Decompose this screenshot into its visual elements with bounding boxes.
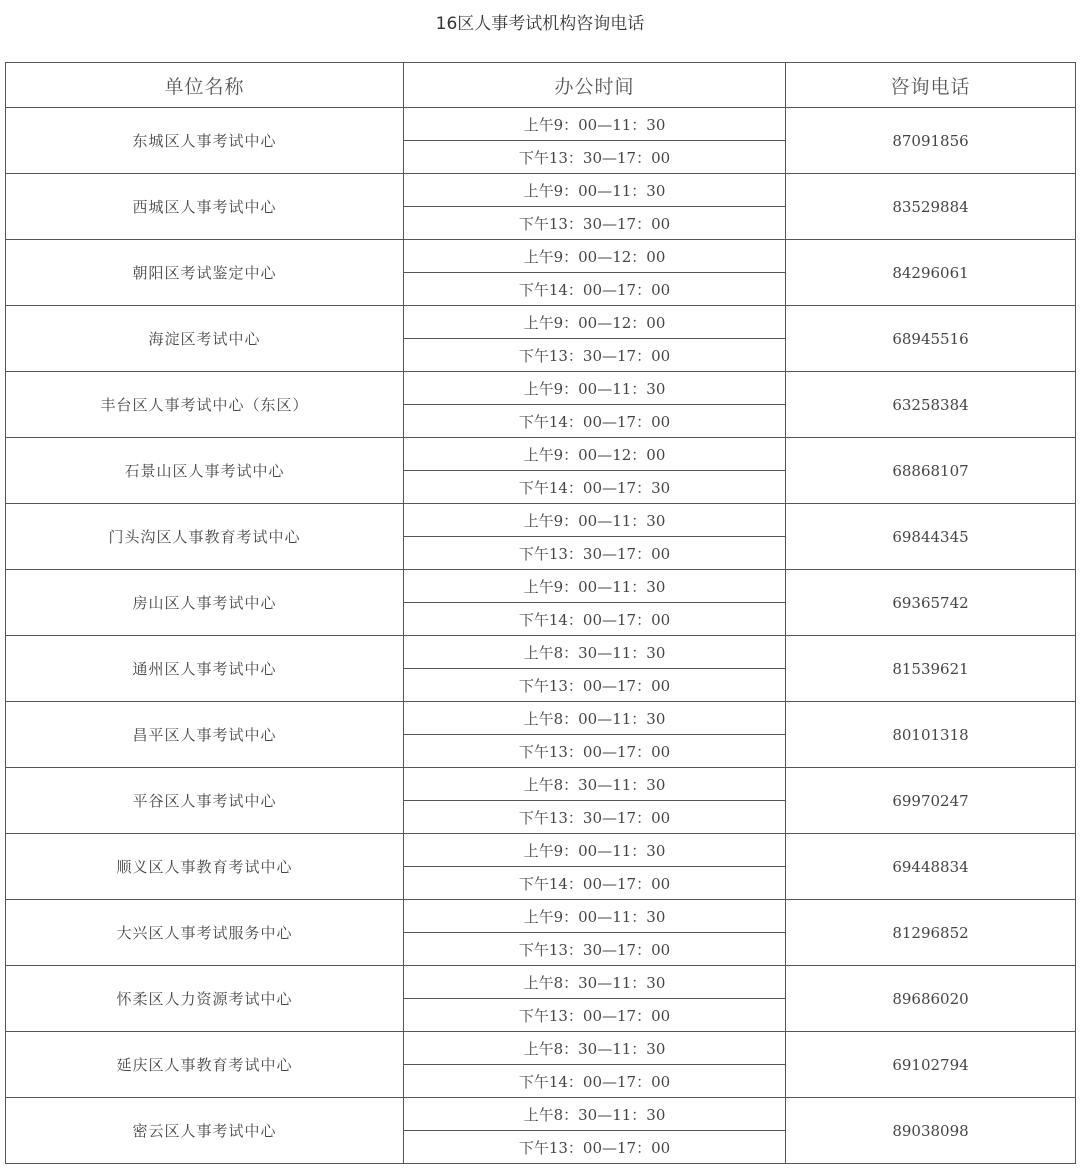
unit-name-cell: 延庆区人事教育考试中心 [6, 1032, 404, 1098]
phone-number-cell: 80101318 [786, 702, 1076, 768]
afternoon-hours-cell: 下午13：30—17：00 [404, 933, 786, 966]
phone-number-cell: 83529884 [786, 174, 1076, 240]
table-row [6, 372, 1076, 405]
morning-hours-cell: 上午8：30—11：30 [404, 1032, 786, 1065]
unit-name-cell: 海淀区考试中心 [6, 306, 404, 372]
morning-hours-cell: 上午9：00—11：30 [404, 570, 786, 603]
table-row [6, 438, 1076, 471]
phone-number-cell: 63258384 [786, 372, 1076, 438]
afternoon-hours-cell: 下午13：00—17：00 [404, 999, 786, 1032]
unit-name-cell: 房山区人事考试中心 [6, 570, 404, 636]
morning-hours-cell: 上午9：00—11：30 [404, 834, 786, 867]
afternoon-hours-cell: 下午13：00—17：00 [404, 669, 786, 702]
morning-hours-cell: 上午8：30—11：30 [404, 636, 786, 669]
morning-hours-cell: 上午8：30—11：30 [404, 1098, 786, 1131]
unit-name-cell: 密云区人事考试中心 [6, 1098, 404, 1164]
afternoon-hours-cell: 下午13：30—17：00 [404, 207, 786, 240]
header-office-hours: 办公时间 [404, 63, 786, 108]
morning-hours-cell: 上午9：00—11：30 [404, 174, 786, 207]
table-row [6, 768, 1076, 801]
afternoon-hours-cell: 下午14：00—17：00 [404, 603, 786, 636]
morning-hours-cell: 上午8：30—11：30 [404, 966, 786, 999]
table-header-row [6, 63, 1076, 108]
phone-number-cell: 84296061 [786, 240, 1076, 306]
table-row [6, 834, 1076, 867]
table-body [6, 108, 1076, 1164]
unit-name-cell: 通州区人事考试中心 [6, 636, 404, 702]
afternoon-hours-cell: 下午14：00—17：00 [404, 273, 786, 306]
table-row [6, 1098, 1076, 1131]
afternoon-hours-cell: 下午13：30—17：00 [404, 537, 786, 570]
table-row [6, 504, 1076, 537]
header-phone: 咨询电话 [786, 63, 1076, 108]
header-unit-name: 单位名称 [6, 63, 404, 108]
afternoon-hours-cell: 下午13：00—17：00 [404, 1131, 786, 1164]
afternoon-hours-cell: 下午13：30—17：00 [404, 801, 786, 834]
morning-hours-cell: 上午9：00—12：00 [404, 240, 786, 273]
unit-name-cell: 西城区人事考试中心 [6, 174, 404, 240]
phone-number-cell: 69102794 [786, 1032, 1076, 1098]
table-row [6, 900, 1076, 933]
morning-hours-cell: 上午9：00—12：00 [404, 438, 786, 471]
unit-name-cell: 平谷区人事考试中心 [6, 768, 404, 834]
phone-number-cell: 89686020 [786, 966, 1076, 1032]
unit-name-cell: 石景山区人事考试中心 [6, 438, 404, 504]
table-row [6, 636, 1076, 669]
phone-number-cell: 69970247 [786, 768, 1076, 834]
morning-hours-cell: 上午9：00—11：30 [404, 900, 786, 933]
afternoon-hours-cell: 下午14：00—17：00 [404, 405, 786, 438]
unit-name-cell: 昌平区人事考试中心 [6, 702, 404, 768]
unit-name-cell: 门头沟区人事教育考试中心 [6, 504, 404, 570]
table-row [6, 306, 1076, 339]
phone-number-cell: 81296852 [786, 900, 1076, 966]
unit-name-cell: 怀柔区人力资源考试中心 [6, 966, 404, 1032]
morning-hours-cell: 上午9：00—12：00 [404, 306, 786, 339]
morning-hours-cell: 上午9：00—11：30 [404, 504, 786, 537]
phone-number-cell: 69844345 [786, 504, 1076, 570]
afternoon-hours-cell: 下午14：00—17：30 [404, 471, 786, 504]
table-row [6, 1032, 1076, 1065]
phone-number-cell: 68945516 [786, 306, 1076, 372]
phone-number-cell: 69365742 [786, 570, 1076, 636]
phone-number-cell: 87091856 [786, 108, 1076, 174]
unit-name-cell: 顺义区人事教育考试中心 [6, 834, 404, 900]
consultation-phone-table [5, 62, 1076, 1164]
table-row [6, 108, 1076, 141]
afternoon-hours-cell: 下午14：00—17：00 [404, 1065, 786, 1098]
morning-hours-cell: 上午8：00—11：30 [404, 702, 786, 735]
unit-name-cell: 东城区人事考试中心 [6, 108, 404, 174]
table-row [6, 240, 1076, 273]
table-row [6, 702, 1076, 735]
unit-name-cell: 朝阳区考试鉴定中心 [6, 240, 404, 306]
phone-number-cell: 89038098 [786, 1098, 1076, 1164]
morning-hours-cell: 上午9：00—11：30 [404, 108, 786, 141]
table-row [6, 174, 1076, 207]
afternoon-hours-cell: 下午14：00—17：00 [404, 867, 786, 900]
afternoon-hours-cell: 下午13：00—17：00 [404, 735, 786, 768]
unit-name-cell: 大兴区人事考试服务中心 [6, 900, 404, 966]
phone-number-cell: 68868107 [786, 438, 1076, 504]
unit-name-cell: 丰台区人事考试中心（东区） [6, 372, 404, 438]
page-title: 16区人事考试机构咨询电话 [435, 14, 645, 34]
phone-number-cell: 69448834 [786, 834, 1076, 900]
afternoon-hours-cell: 下午13：30—17：00 [404, 339, 786, 372]
table-row [6, 570, 1076, 603]
phone-number-cell: 81539621 [786, 636, 1076, 702]
table-row [6, 966, 1076, 999]
morning-hours-cell: 上午8：30—11：30 [404, 768, 786, 801]
morning-hours-cell: 上午9：00—11：30 [404, 372, 786, 405]
afternoon-hours-cell: 下午13：30—17：00 [404, 141, 786, 174]
